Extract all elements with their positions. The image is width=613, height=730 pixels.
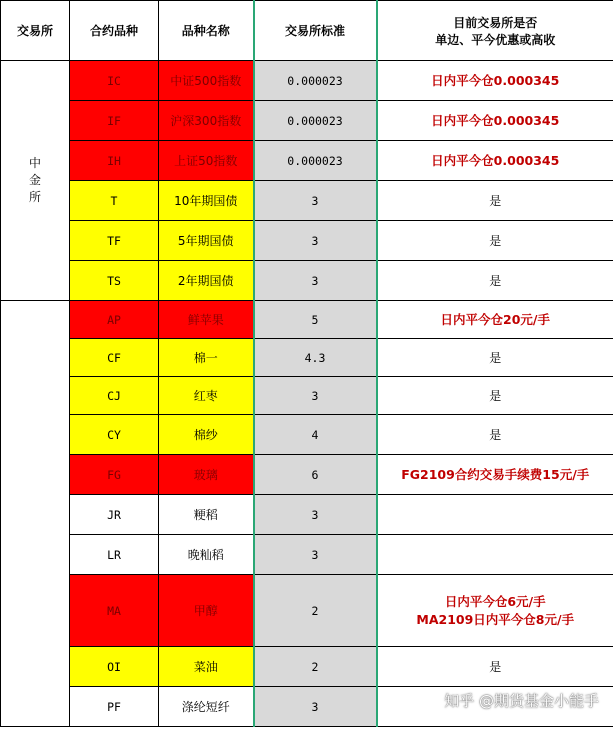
discount-note-line: 是 [489,389,502,403]
contract-code: LR [70,535,159,575]
discount-note [377,61,613,101]
contract-code: MA [70,575,159,647]
table-row [1,301,613,339]
exchange-standard: 2 [254,575,377,647]
exchange-standard: 3 [254,181,377,221]
discount-note [377,101,613,141]
exchange-standard: 0.000023 [254,61,377,101]
contract-code: CJ [70,377,159,415]
contract-code: FG [70,455,159,495]
header-discount-line1: 目前交易所是否 [453,15,538,30]
variety-name: 上证50指数 [159,141,254,181]
variety-name: 10年期国债 [159,181,254,221]
discount-note-line: 是 [489,194,502,208]
discount-note-line: 是 [489,274,502,288]
header-standard: 交易所标准 [254,1,377,61]
table-row [1,495,613,535]
table-row [1,377,613,415]
table-row [1,61,613,101]
discount-note [377,535,613,575]
exchange-standard: 4 [254,415,377,455]
header-contract: 合约品种 [70,1,159,61]
discount-note-line: 是 [489,234,502,248]
discount-note [377,301,613,339]
contract-code: TF [70,221,159,261]
discount-note-line: FG2109合约交易手续费15元/手 [401,466,590,482]
variety-name: 菜油 [159,647,254,687]
exchange-standard: 3 [254,377,377,415]
table-row [1,535,613,575]
exchange-standard: 3 [254,495,377,535]
table-row [1,575,613,647]
header-name: 品种名称 [159,1,254,61]
discount-note [377,575,613,647]
table-row [1,647,613,687]
table-row [1,261,613,301]
discount-note [377,261,613,301]
discount-note-line: 是 [489,660,502,674]
variety-name: 中证500指数 [159,61,254,101]
variety-name: 棉一 [159,339,254,377]
table-row [1,415,613,455]
exchange-standard: 3 [254,221,377,261]
variety-name: 晚籼稻 [159,535,254,575]
variety-name: 棉纱 [159,415,254,455]
variety-name: 2年期国债 [159,261,254,301]
table-row [1,221,613,261]
discount-note-line: 日内平今仓20元/手 [440,311,550,327]
variety-name: 粳稻 [159,495,254,535]
contract-code: CF [70,339,159,377]
contract-code: OI [70,647,159,687]
discount-note [377,339,613,377]
discount-note-line: 是 [489,428,502,442]
variety-name: 5年期国债 [159,221,254,261]
exchange-standard: 5 [254,301,377,339]
contract-code: AP [70,301,159,339]
discount-note [377,141,613,181]
exchange-standard: 0.000023 [254,101,377,141]
exchange-standard: 4.3 [254,339,377,377]
discount-note [377,495,613,535]
contract-code: T [70,181,159,221]
discount-note [377,415,613,455]
table-row [1,339,613,377]
discount-note-line: 日内平今仓0.000345 [431,112,560,128]
table-row [1,455,613,495]
discount-note [377,221,613,261]
table-row [1,101,613,141]
exchange-cell-cffex: 中 金 所 [1,61,70,301]
discount-note [377,181,613,221]
header-discount [377,1,613,61]
variety-name: 鲜苹果 [159,301,254,339]
table-row [1,181,613,221]
contract-code: IH [70,141,159,181]
table-row [1,141,613,181]
contract-code: IC [70,61,159,101]
variety-name: 红枣 [159,377,254,415]
discount-note-line: 日内平今仓0.000345 [431,72,560,88]
contract-code: TS [70,261,159,301]
discount-note-line: 日内平今仓6元/手 [444,593,546,609]
watermark: 知乎 @期货基金小能手 [444,692,599,710]
contract-code: IF [70,101,159,141]
header-exchange: 交易所 [1,1,70,61]
discount-note-line: 是 [489,351,502,365]
variety-name: 涤纶短纤 [159,687,254,727]
exchange-standard: 3 [254,535,377,575]
discount-note [377,647,613,687]
exchange-standard: 6 [254,455,377,495]
exchange-standard: 3 [254,261,377,301]
contract-code: JR [70,495,159,535]
exchange-standard: 3 [254,687,377,727]
exchange-standard: 2 [254,647,377,687]
contract-code: CY [70,415,159,455]
contract-code: PF [70,687,159,727]
header-row [1,1,613,61]
variety-name: 甲醇 [159,575,254,647]
discount-note [377,455,613,495]
discount-note [377,377,613,415]
header-discount-line2: 单边、平今优惠或高收 [435,32,556,47]
variety-name: 沪深300指数 [159,101,254,141]
discount-note-line: MA2109日内平今仓8元/手 [416,611,575,627]
variety-name: 玻璃 [159,455,254,495]
exchange-cell-czce [1,301,70,727]
discount-note-line: 日内平今仓0.000345 [431,152,560,168]
exchange-standard: 0.000023 [254,141,377,181]
